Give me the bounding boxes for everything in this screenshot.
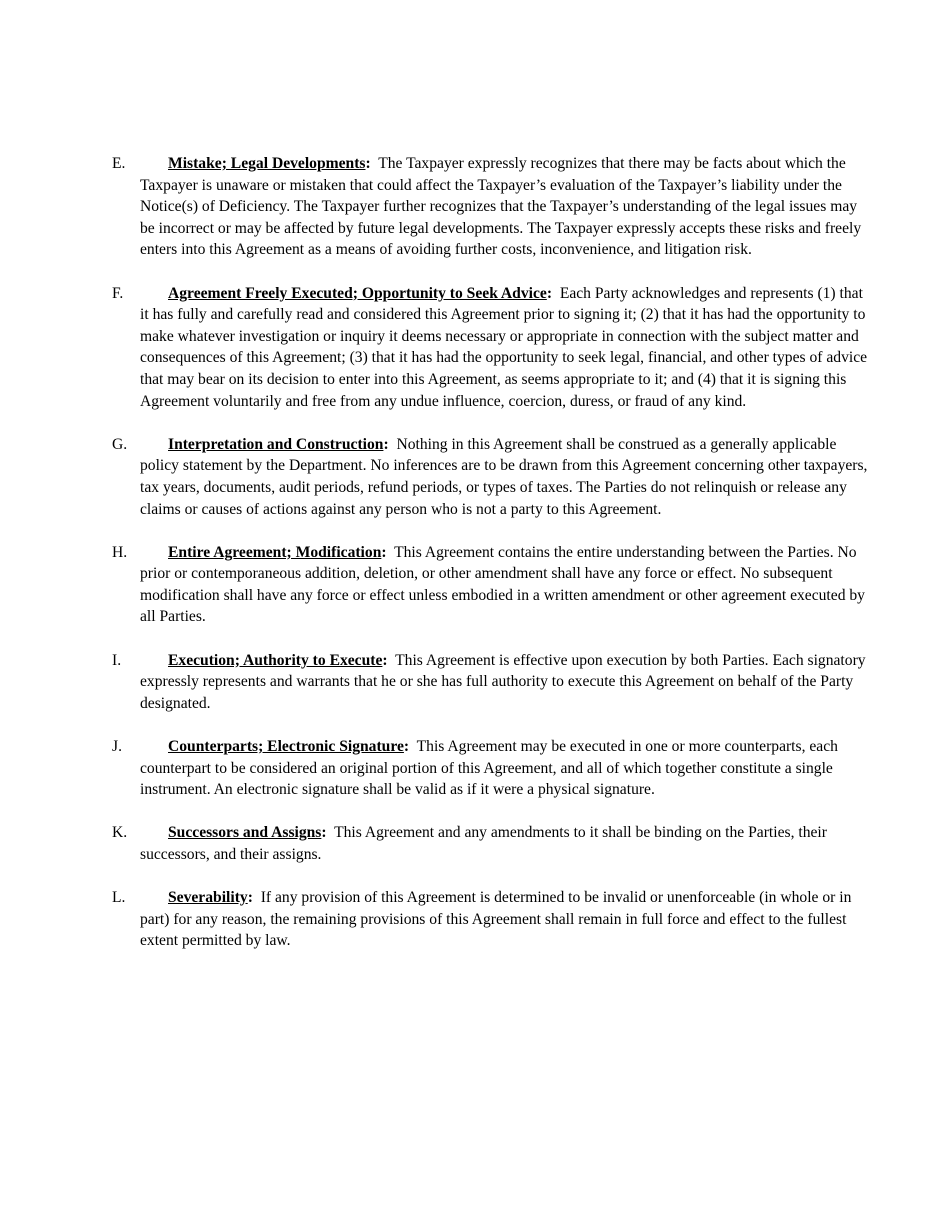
section-letter: L. <box>112 889 126 907</box>
section-heading: Agreement Freely Executed; Opportunity to Seek Advice <box>168 284 547 302</box>
section-text: Each Party acknowledges and represents (1) that it has fully and carefully read and considered this Agreement prior to signing it; (2) that it has had the opportunity to make whatever investigation or inquiry it deems necessary or appropriate in connection with the subject matter and consequences of this Agreement; (3) that it has had the opportunity to seek legal, financial, and other types of advice that may bear on its decision to enter into this Agreement, as seems appropriate to it; and (4) that it is signing this Agreement voluntarily and free from any undue influence, coercion, duress, or fraud of any kind. <box>140 284 868 410</box>
section-text: This Agreement and any amendments to it shall be binding on the Parties, their successors, and their assigns. <box>140 824 827 863</box>
section-heading: Execution; Authority to Execute <box>168 651 383 669</box>
section-heading: Interpretation and Construction <box>168 435 384 453</box>
section-letter: H. <box>112 543 128 561</box>
section-j <box>112 736 872 801</box>
section-body: Agreement Freely Executed; Opportunity to Seek Advice: Each Party acknowledges and represents (1) that it has fully and carefully read and considered this Agreement prior to signing it; (2) that it has had the opportunity to make whatever investigation or inquiry it deems necessary or appropriate in connection with the subject matter and consequences of this Agreement; (3) that it has had the opportunity to seek legal, financial, and other types of advice that may bear on its decision to enter into this Agreement, as seems appropriate to it; and (4) that it is signing this Agreement voluntarily and free from any undue influence, coercion, duress, or fraud of any kind. <box>140 284 868 410</box>
section-heading: Counterparts; Electronic Signature <box>168 738 404 756</box>
section-body: Interpretation and Construction: Nothing in this Agreement shall be construed as a generally applicable policy statement by the Department. No inferences are to be drawn from this Agreement concerning other taxpayers, tax years, documents, audit periods, refund periods, or types of taxes. The Parties do not relinquish or release any claims or causes of actions against any person who is not a party to this Agreement. <box>140 435 868 518</box>
section-body: Entire Agreement; Modification: This Agreement contains the entire understanding between the Parties. No prior or contemporaneous addition, deletion, or other amendment shall have any force or effect. No subsequent modification shall have any force or effect unless embodied in a written amendment or other agreement executed by all Parties. <box>140 543 865 626</box>
section-i <box>112 650 872 715</box>
section-letter: E. <box>112 155 126 172</box>
section-g <box>112 434 872 520</box>
section-body: Successors and Assigns: This Agreement and any amendments to it shall be binding on the Parties, their successors, and their assigns. <box>140 824 827 863</box>
section-heading: Entire Agreement; Modification <box>168 543 382 561</box>
section-body: Severability: If any provision of this Agreement is determined to be invalid or unenforceable (in whole or in part) for any reason, the remaining provisions of this Agreement shall remain in full force and effect to the fullest extent permitted by law. <box>140 889 852 950</box>
section-text: This Agreement is effective upon execution by both Parties. Each signatory expressly represents and warrants that he or she has full authority to execute this Agreement on behalf of the Party designated. <box>140 651 866 712</box>
section-k <box>112 822 872 865</box>
section-letter: G. <box>112 435 128 453</box>
section-text: This Agreement contains the entire understanding between the Parties. No prior or contemporaneous addition, deletion, or other amendment shall have any force or effect. No subsequent modification shall have any force or effect unless embodied in a written amendment or other agreement executed by all Parties. <box>140 543 865 626</box>
section-h <box>112 542 872 628</box>
section-heading: Successors and Assigns <box>168 824 322 842</box>
section-heading: Mistake; Legal Developments <box>168 155 366 172</box>
section-text: If any provision of this Agreement is determined to be invalid or unenforceable (in whole or in part) for any reason, the remaining provisions of this Agreement shall remain in full force and effect to the fullest extent permitted by law. <box>140 889 852 950</box>
section-body: Execution; Authority to Execute: This Agreement is effective upon execution by both Parties. Each signatory expressly represents and warrants that he or she has full authority to execute this Agreement on behalf of the Party designated. <box>140 651 866 712</box>
section-letter: J. <box>112 738 122 756</box>
section-f <box>112 283 872 413</box>
section-l <box>112 887 872 952</box>
section-text: Nothing in this Agreement shall be construed as a generally applicable policy statement by the Department. No inferences are to be drawn from this Agreement concerning other taxpayers, tax years, documents, audit periods, refund periods, or types of taxes. The Parties do not relinquish or release any claims or causes of actions against any person who is not a party to this Agreement. <box>140 435 868 518</box>
section-body: Mistake; Legal Developments: The Taxpayer expressly recognizes that there may be facts about which the Taxpayer is unaware or mistaken that could affect the Taxpayer’s evaluation of the Taxpayer’s liability under the Notice(s) of Deficiency. The Taxpayer further recognizes that the Taxpayer’s understanding of the legal issues may be incorrect or may be affected by future legal developments. The Taxpayer expressly accepts these risks and freely enters into this Agreement as a means of avoiding further costs, inconvenience, and litigation risk. <box>140 155 862 259</box>
section-text: The Taxpayer expressly recognizes that there may be facts about which the Taxpayer is unaware or mistaken that could affect the Taxpayer’s evaluation of the Taxpayer’s liability under the Notice(s) of Deficiency. The Taxpayer further recognizes that the Taxpayer’s understanding of the legal issues may be incorrect or may be affected by future legal developments. The Taxpayer expressly accepts these risks and freely enters into this Agreement as a means of avoiding further costs, inconvenience, and litigation risk. <box>140 155 862 259</box>
section-text: This Agreement may be executed in one or more counterparts, each counterpart to be considered an original portion of this Agreement, and all of which together constitute a single instrument. An electronic signature shall be valid as if it were a physical signature. <box>140 738 838 799</box>
section-heading: Severability <box>168 889 248 907</box>
section-body: Counterparts; Electronic Signature: This Agreement may be executed in one or more counterparts, each counterpart to be considered an original portion of this Agreement, and all of which together constitute a single instrument. An electronic signature shall be valid as if it were a physical signature. <box>140 738 838 799</box>
section-letter: I. <box>112 651 122 669</box>
section-e <box>112 153 872 261</box>
section-letter: K. <box>112 824 128 842</box>
agreement-sections <box>112 153 872 974</box>
section-letter: F. <box>112 284 124 302</box>
